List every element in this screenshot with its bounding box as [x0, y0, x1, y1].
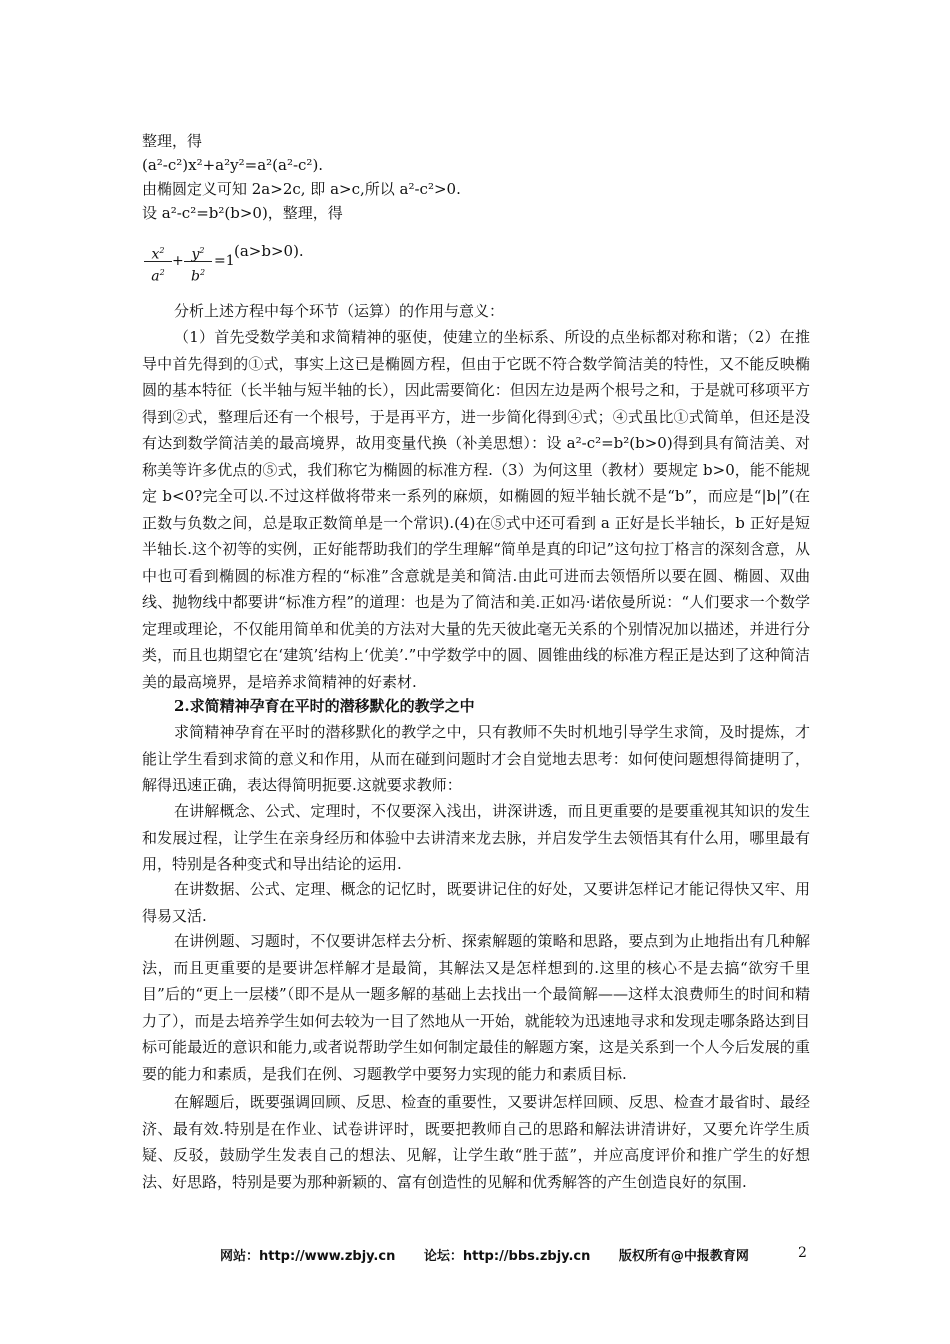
paragraph-examples: 在讲例题、习题时，不仅要讲怎样去分析、探索解题的策略和思路，要点到为止地指出有几种解法，而且更重要的是要讲怎样解才是最简，其解法又是怎样想到的.这里的核心不是去搞“欲穷千里目”后的“更上一层楼”（即不是从一题多解的基础上去找出一个最简解——这样太浪费师生的时间和精力了），而是去培养学生如何去较为一目了然地从一开始，就能较为迅速地寻求和发现走哪条路达到目标可能最近的意识和能力,或者说帮助学生如何制定最佳的解题方案，这是关系到一个人今后发展的重要的能力和素质，是我们在例、习题教学中要努力实现的能力和素质目标.: [142, 932, 810, 1083]
eq-num-x: x: [151, 246, 160, 263]
footer-copyright: 版权所有@中报教育网: [618, 1249, 749, 1264]
eq-plus: +: [172, 253, 184, 269]
footer-website: 网站：http://www.zbjy.cn: [220, 1249, 396, 1264]
text-line-3: 由椭圆定义可知 2a>2c, 即 a>c,所以 a²-c²>0.: [142, 180, 461, 198]
eq-den-b: b: [190, 268, 200, 285]
text-line-4: 设 a²-c²=b²(b>0)，整理，得: [142, 204, 343, 222]
page-number: 2: [798, 1245, 807, 1261]
paragraph-section-intro: 求简精神孕育在平时的潜移默化的教学之中，只有教师不失时机地引导学生求简，及时提炼，才能让学生看到求简的意义和作用，从而在碰到问题时才会自觉地去思考：如何使问题想得简捷明了，解得迅速正确，表达得简明扼要.这就要求教师：: [142, 723, 810, 794]
paragraph-concepts: 在讲解概念、公式、定理时，不仅要深入浅出，讲深讲透，而且更重要的是要重视其知识的发生和发展过程，让学生在亲身经历和体验中去讲清来龙去脉，并启发学生去领悟其有什么用，哪里最有用，特别是各种变式和导出结论的运用.: [142, 802, 810, 873]
section-heading: 2.求简精神孕育在平时的潜移默化的教学之中: [174, 697, 475, 715]
paragraph-analysis-body: （1）首先受数学美和求简精神的驱使，使建立的坐标系、所设的点坐标都对称和谐；（2）在推导中首先得到的①式，事实上这已是椭圆方程，但由于它既不符合数学简洁美的特性，又不能反映椭圆的基本特征（长半轴与短半轴的长），因此需要简化：但因左边是两个根号之和，于是就可移项平方得到②式，整理后还有一个根号，于是再平方，进一步简化得到④式；④式虽比①式简单，但还是没有达到数学简洁美的最高境界，故用变量代换（补美思想）：设 a²-c²=b²(b>0)得到具有简洁美、对称美等许多优点的⑤式，我们称它为椭圆的标准方程.（3）为何这里（教材）要规定 b>0，能不能规定 b<0?完全可以.不过这样做将带来一系列的麻烦，如椭圆的短半轴长就不是“b”，而应是“|b|”(在正数与负数之间，总是取正数简单是一个常识).(4)在⑤式中还可看到 a 正好是长半轴长，b 正好是短半轴长.这个初等的实例，正好能帮助我们的学生理解“简单是真的印记”这句拉丁格言的深刻含意，从中也可看到椭圆的标准方程的“标准”含意就是美和简洁.由此可进而去领悟所以要在圆、椭圆、双曲线、抛物线中都要讲“标准方程”的道理：也是为了简洁和美.正如冯·诺依曼所说：“人们要求一个数学定理或理论，不仅能用简单和优美的方法对大量的先天彼此毫无关系的个别情况加以描述，并进行分类，而且也期望它在‘建筑’结构上‘优美’.”中学数学中的圆、圆锥曲线的标准方程正是达到了这种简洁美的最高境界，是培养求简精神的好素材.: [142, 328, 810, 691]
eq-num-y: y: [191, 246, 200, 263]
footer-forum: 论坛：http://bbs.zbjy.cn: [423, 1249, 591, 1264]
text-line-2: (a²-c²)x²+a²y²=a²(a²-c²).: [142, 156, 324, 174]
text-line-1: 整理，得: [142, 132, 203, 150]
eq-rhs: =1: [214, 253, 235, 269]
paragraph-analysis-intro: 分析上述方程中每个环节（运算）的作用与意义：: [174, 302, 505, 320]
paragraph-review: 在解题后，既要强调回顾、反思、检查的重要性，又要讲怎样回顾、反思、检查才最省时、最经济、最有效.特别是在作业、试卷讲评时，既要把教师自己的思路和解法讲清讲好，又要允许学生质疑、反驳，鼓励学生发表自己的想法、见解，让学生敢“胜于蓝”，并应高度评价和推广学生的好想法、好思路，特别是要为那种新颖的、富有创造性的见解和优秀解答的产生创造良好的氛围.: [142, 1093, 810, 1191]
eq-condition: (a>b>0).: [234, 242, 304, 260]
page-footer: [220, 1245, 773, 1264]
paragraph-memory: 在讲数据、公式、定理、概念的记忆时，既要讲记住的好处，又要讲怎样记才能记得快又牢、用得易又活.: [142, 880, 810, 925]
ellipse-standard-equation: $x^2$ $a^2$ + $y^2$ $b^2$ =1 (a>b>0).: [142, 240, 442, 286]
eq-den-a: a: [151, 268, 160, 285]
